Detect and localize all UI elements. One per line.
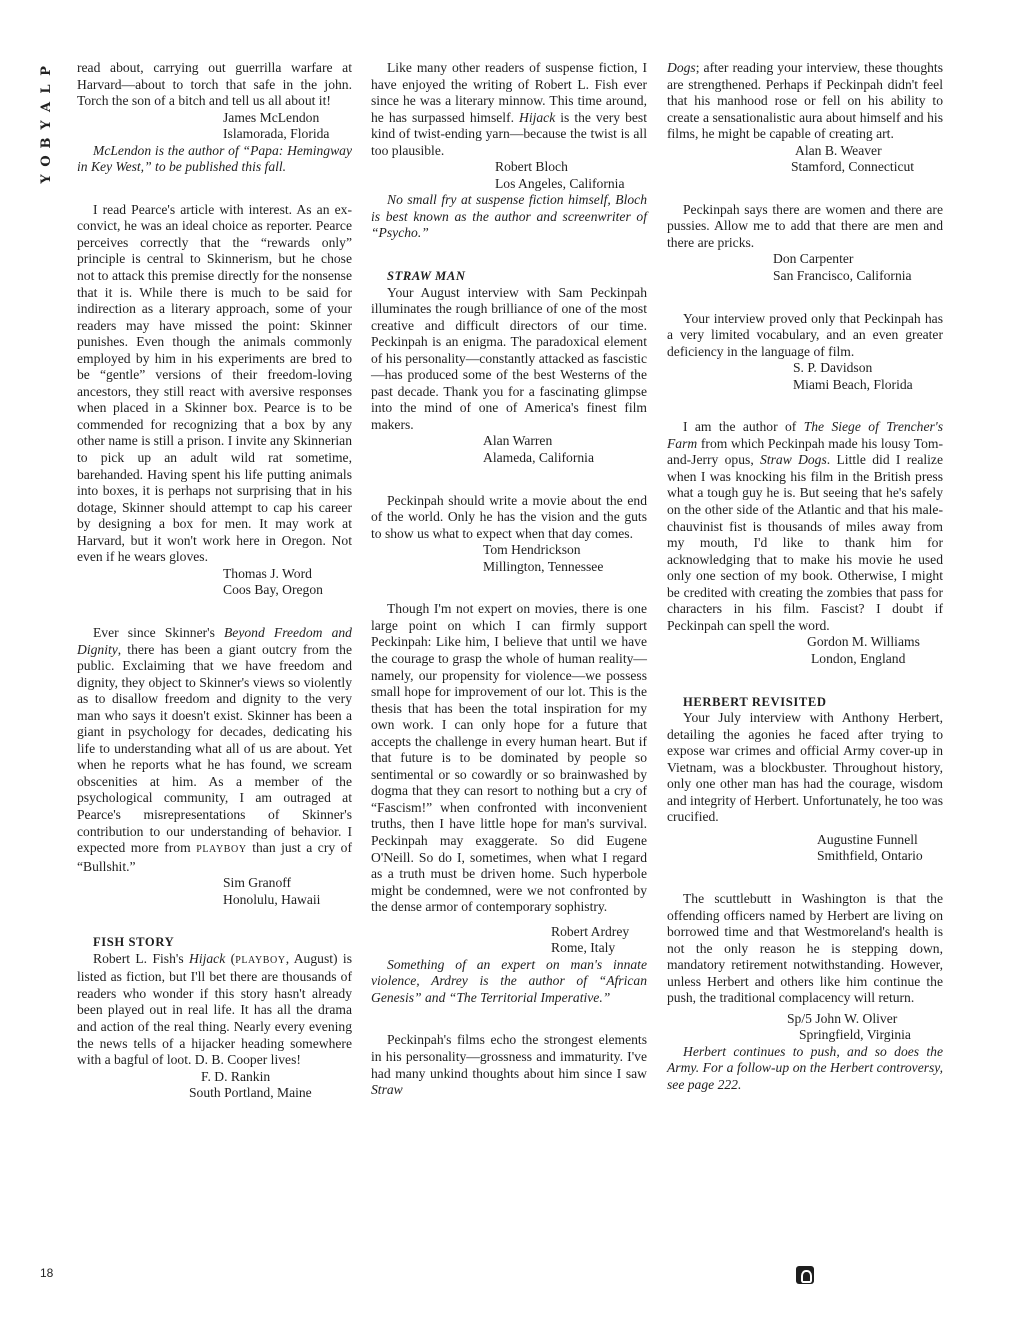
signature-name: Robert Ardrey [551,923,630,939]
signature-name: Sp/5 John W. Oliver [787,1010,898,1026]
signature-place: Islamorada, Florida [223,126,330,142]
signature-name: Robert Bloch [495,159,568,175]
spine-letter: A [39,101,54,113]
signature-name: Tom Hendrickson [483,542,581,558]
letter-signature [371,924,647,957]
film-title: Straw [371,1082,403,1098]
signature-place: London, England [811,650,906,666]
letter-signature [667,143,943,176]
page-number: 18 [40,1266,54,1280]
spine-letter: O [39,155,54,167]
magazine-name: PLAYBOY [196,844,247,856]
magazine-spine [38,62,56,188]
signature-name: Don Carpenter [773,251,854,267]
letter-body: Robert L. Fish's Hijack (PLAYBOY, August) is listed as fiction, but I'll bet there are thousands of readers who wonder if this story hasn't already been played out in real life. It has all the drama and action of the real thing. Nearly every evening the news tells of a hijacker heading somewhere with a bagful of loot. D. B. Cooper lives! [77,950,352,1068]
letter-signature [667,251,943,284]
signature-name: Gordon M. Williams [807,634,920,650]
signature-name: Thomas J. Word [223,565,312,581]
letter-body: read about, carrying out guerrilla warfare at Harvard—about to torch that safe in the john. Torch the son of a bitch and tell us all about it! [77,60,352,109]
editor-note: Herbert continues to push, and so does the Army. For a follow-up on the Herbert controversy, see page 222. [667,1043,943,1092]
letter-body: Dogs; after reading your interview, these thoughts are strengthened. Perhaps if Peckinpah didn't feel that his manhood rose or fell on his ability to create a sensationalistic aura about himself and his films, he might be capable of creating art. [667,60,943,142]
signature-name: James McLendon [223,109,320,125]
letter-body: Though I'm not expert on movies, there is one large point on which I can firmly support Peckinpah: Like him, I believe that until we have the courage to grasp the whole of human reality—namely, our propensity for violence—we possess small hope for improvement of our lot. This is the thesis that has been the total inspiration for my own work. I can only hope for a future that accepts the challenge in every human heart. But if that future is to be dominated by people so sentimental or so cowardly or so brainwashed by dogma that they can resort to nothing but a cry of “Fascism!” when confronted with inconvenient truths, then I have little hope for man's survival. Peckinpah may exaggerate. So did Eugene O'Neill. So do I, sometimes, when what I regard as a truth must be driven home. Such hyperbole might be condemned, were we not confronted by the dense armor of contemporary sophistry. [371,601,647,915]
film-title: Dogs [667,60,696,75]
rabbit-logo-icon [796,1266,814,1284]
signature-place: San Francisco, California [773,268,912,284]
story-title: Hijack [519,109,556,125]
letter-signature [77,110,352,143]
letter-signature [77,1069,352,1102]
letter-signature [371,159,647,192]
spine-letter: Y [39,174,54,184]
signature-name: Alan B. Weaver [795,142,882,158]
book-title: The Siege of Trencher's Farm [667,419,943,451]
signature-place: Los Angeles, California [495,175,625,191]
story-title: Hijack [189,950,226,966]
letter-body: Like many other readers of suspense fiction, I have enjoyed the writing of Robert L. Fish ever since he was a literary minnow. This time around, he has surpassed himself. Hijack is the very best kind of twist-ending yarn—because the twist is all too plausible. [371,60,647,158]
signature-place: Coos Bay, Oregon [223,582,323,598]
spine-letter: Y [39,120,54,130]
letter-signature [77,566,352,599]
section-heading: FISH STORY [93,935,175,950]
letter-body: Ever since Skinner's Beyond Freedom and Dignity, there has been a giant outcry from the public. Exclaiming that we have freedom and dignity, they object to Skinner's views so violently as to disallow freedom and dignity to the very man who says it doesn't exist. Skinner has been a giant in psychology for decades, dedicating his life to understanding what all of us are about. Yet when he reports what he has found, we scream obscenities at him. As a member of the psychological community, I am outraged at Pearce's misrepresentations of Skinner's contribution to our understanding of behavior. I expected more from PLAYBOY than just a cry of “Bullshit.” [77,624,352,874]
section-heading: HERBERT REVISITED [683,694,827,709]
editor-note: McLendon is the author of “Papa: Hemingway in Key West,” to be published this fall. [77,142,352,175]
letter-signature [667,360,943,393]
letter-body: Your July interview with Anthony Herbert, detailing the agonies he faced after trying to expose war crimes and official Army cover-up in Vietnam, was a blockbuster. Throughout history, only one other man has had the courage, wisdom and integrity of Herbert. Unfortunately, he too was crucified. [667,710,943,825]
letter-signature [667,832,943,865]
editor-note: No small fry at suspense fiction himself, Bloch is best known as the author and screenwriter of “Psycho.” [371,192,647,241]
letter-signature [371,542,647,575]
column-middle [371,60,647,1099]
film-title: Straw Dogs [760,452,827,468]
signature-name: Sim Granoff [223,875,292,891]
signature-place: Smithfield, Ontario [817,848,923,864]
letter-body: I am the author of The Siege of Trencher's Farm from which Peckinpah made his lousy Tom-and-Jerry opus, Straw Dogs. Little did I realize when I was knocking his film in the British press what a tough guy he is. But seeing that he's safely on the other side of the Atlantic and that his male-chauvinist fist is thousands of miles away from my mouth, I'd like to thank him for acknowledging that to make his movie he used only one section of my book. Otherwise, I might be credited with creating the zombies that pass for characters in his film. Fascist? I doubt if Peckinpah can spell the word. [667,419,943,633]
signature-name: F. D. Rankin [201,1068,271,1084]
letter-signature [667,634,943,667]
signature-place: Stamford, Connecticut [791,159,915,175]
signature-name: Augustine Funnell [817,831,918,847]
signature-place: Alameda, California [483,450,594,466]
letter-body: Your interview proved only that Peckinpah has a very limited vocabulary, and an even greater deficiency in the language of film. [667,310,943,359]
signature-place: Miami Beach, Florida [793,376,913,392]
magazine-name: PLAYBOY [235,954,286,966]
letter-body: Peckinpah says there are women and there are pussies. Allow me to add that there are men and there are pricks. [667,201,943,250]
column-left [77,60,352,1102]
letter-body: The scuttlebutt in Washington is that the offending officers named by Herbert are living on borrowed time and that Westmoreland's health is not the only reason he is stepping down, mandatory retirement notwithstanding. However, unless Herbert and others like him continue the push, the traditional complacency will return. [667,890,943,1006]
spine-letter: L [39,84,54,94]
signature-place: Rome, Italy [551,940,616,956]
signature-name: Alan Warren [483,433,553,449]
signature-place: Springfield, Virginia [799,1027,911,1043]
signature-place: South Portland, Maine [189,1085,312,1101]
signature-name: S. P. Davidson [793,360,873,376]
column-right [667,60,943,1094]
signature-place: Millington, Tennessee [483,558,604,574]
signature-place: Honolulu, Hawaii [223,891,321,907]
editor-note: Something of an expert on man's innate violence, Ardrey is the author of “African Genesis” and “The Territorial Imperative.” [371,956,647,1005]
letter-body: I read Pearce's article with interest. As an ex-convict, he was an ideal choice as reporter. Pearce perceives correctly that the “rewards only” principle is central to Skinnerism, but he chose not to attack this premise directly for the nonsense that it is. While there is much to be said for indirection as a literary approach, some of your readers may have missed the point: Skinner punishes. Even though the animals commonly employed by him in his experiments are bred to be “gentle” versions of their freedom-loving ancestors, they still react with aversive responses when placed in a Skinner box. Pearce is to be commended for recognizing that a box by any other name is still a prison. I invite any Skinnerian to pick up an adult wild rat sometime, barehanded. Having spent his life putting animals into boxes, it is perhaps not surprising that in his dotage, Skinner should attempt to cap his career by designing a box for men. It may work at Harvard, but it won't work here in Oregon. Not even if he wears gloves. [77,201,352,565]
section-heading: STRAW MAN [387,269,466,284]
letter-body: Peckinpah's films echo the strongest elements in his personality—grossness and immaturity. I've had many unkind thoughts about him since I saw Straw [371,1032,647,1098]
letter-body: Your August interview with Sam Peckinpah illuminates the rough brilliance of one of the most creative and difficult directors of our time. Peckinpah is an enigma. The paradoxical element of his personality—constantly attacked as fascistic—has produced some of the best Westerns of the past decade. Thank you for a fascinating glimpse into the mind of one of America's finest film makers. [371,284,647,432]
letter-signature [667,1011,943,1044]
letter-body: Peckinpah should write a movie about the end of the world. Only he has the vision and the guts to show us what to expect when that day comes. [371,492,647,541]
book-title: Beyond Freedom and Dignity [77,624,352,657]
spine-letter: P [39,66,54,76]
spine-letter: B [39,137,54,149]
letter-signature [77,875,352,908]
letter-signature [371,433,647,466]
